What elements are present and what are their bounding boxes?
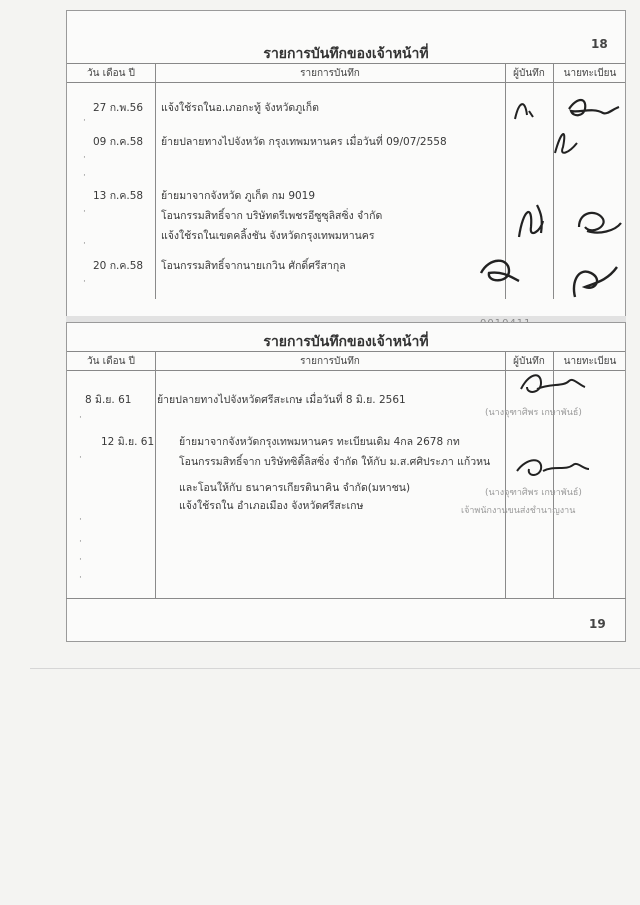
column-header-entry: รายการบันทึก xyxy=(300,68,360,79)
page-number-bottom: 19 xyxy=(589,617,606,631)
column-header-registrar: นายทะเบียน xyxy=(563,68,617,79)
form-title: รายการบันทึกของเจ้าหน้าที่ xyxy=(263,46,429,62)
entry-text: ย้ายปลายทางไปจังหวัด กรุงเทพมหานคร เมื่อวันที่ 09/07/2558 xyxy=(161,136,447,148)
entry-date: 13 ก.ค.58 xyxy=(93,190,144,202)
column-header-registrar: นายทะเบียน xyxy=(563,356,617,367)
entry-text: แจ้งใช้รถในอ.เภอกะทู้ จังหวัดภูเก็ต xyxy=(161,102,319,114)
recorder-name: (นางจุฑาศิพร เกษาพันธ์) xyxy=(485,408,582,418)
entry-text: ย้ายมาจากจังหวัด ภูเก็ต กม 9019 xyxy=(161,190,316,202)
entry-text: โอนกรรมสิทธิ์จากนายเกวิน ศักดิ์ศรีสากุล xyxy=(161,260,346,272)
entry-text: ย้ายปลายทางไปจังหวัดศรีสะเกษ เมื่อวันที่ 8 มิ.ย. 2561 xyxy=(157,394,406,406)
recorder-title: เจ้าพนักงานขนส่งชำนาญงาน xyxy=(461,506,576,516)
entry-text: ย้ายมาจากจังหวัดกรุงเทพมหานคร ทะเบียนเดิม 4กล 2678 กท xyxy=(179,436,460,448)
signature-mark xyxy=(467,237,627,307)
entry-date: 8 มิ.ย. 61 xyxy=(85,394,132,406)
record-form-page-18: 18 รายการบันทึกของเจ้าหน้าที่ วัน เดือน ปี รายการบันทึก ผู้บันทึก นายทะเบียน 27 ก.พ.56 แจ้งใช้รถในอ.เภอกะทู้ จังหวัดภูเก็ต 09 ก.ค.58 ย้ายปลายทางไปจังหวัด กรุงเทพมหานคร เมื่อวันที่ 09/07/2558 13 ก.ค.58 ย้ายมาจากจังหวัด ภูเก็ต กม 9019 โอนกรรมสิทธิ์จาก บริษัทตรีเพชรอีซูซุลิสซิ่ง จำกัด แจ้งใช้รถในเขตคลิ้งชัน จังหวัดกรุงเทพมหานคร 20 ก.ค.58 โอนกรรมสิทธิ์จากนายเกวิน ศักดิ์ศรีสากุล · · · · · · xyxy=(66,10,626,320)
entry-text: และโอนให้กับ ธนาคารเกียรตินาคิน จำกัด(มหาชน) xyxy=(179,482,411,494)
column-divider xyxy=(155,63,156,299)
column-header-recorder: ผู้บันทึก xyxy=(513,356,545,367)
entry-text: โอนกรรมสิทธิ์จาก บริษัทซิติ้ลิสซิ่ง จำกัด ให้กับ ม.ส.ศศิประภา แก้วหน xyxy=(179,456,491,468)
column-divider xyxy=(155,351,156,599)
page-number-top: 18 xyxy=(591,37,608,51)
form-footer-divider xyxy=(66,598,626,643)
entry-date: 09 ก.ค.58 xyxy=(93,136,144,148)
scan-edge-line xyxy=(30,668,640,669)
entry-date: 27 ก.พ.56 xyxy=(93,102,144,114)
entry-date: 12 มิ.ย. 61 xyxy=(101,436,155,448)
entry-text: แจ้งใช้รถใน อำเภอเมือง จังหวัดศรีสะเกษ xyxy=(179,500,364,512)
column-header-recorder: ผู้บันทึก xyxy=(513,68,545,79)
form-title: รายการบันทึกของเจ้าหน้าที่ xyxy=(263,334,429,350)
column-header-entry: รายการบันทึก xyxy=(300,356,360,367)
recorder-name: (นางจุฑาศิพร เกษาพันธ์) xyxy=(485,488,582,498)
entry-text: แจ้งใช้รถในเขตคลิ้งชัน จังหวัดกรุงเทพมหานคร xyxy=(161,230,375,242)
signature-mark xyxy=(507,449,597,489)
record-form-page-19: รายการบันทึกของเจ้าหน้าที่ วัน เดือน ปี รายการบันทึก ผู้บันทึก นายทะเบียน 8 มิ.ย. 61 ย้ายปลายทางไปจังหวัดศรีสะเกษ เมื่อวันที่ 8 มิ.ย. 2561 12 มิ.ย. 61 ย้ายมาจากจังหวัดกรุงเทพมหานคร ทะเบียนเดิม 4กล 2678 กท โอนกรรมสิทธิ์จาก บริษัทซิติ้ลิสซิ่ง จำกัด ให้กับ ม.ส.ศศิประภา แก้วหน และโอนให้กับ ธนาคารเกียรตินาคิน จำกัด(มหาชน) แจ้งใช้รถใน อำเภอเมือง จังหวัดศรีสะเกษ (นางจุฑาศิพร เกษาพันธ์) (นางจุฑาศิพร เกษาพันธ์) เจ้าพนักงานขนส่งชำนาญงาน · · · · · · 19 xyxy=(66,322,626,642)
column-header-date: วัน เดือน ปี xyxy=(87,68,135,79)
entry-date: 20 ก.ค.58 xyxy=(93,260,144,272)
entry-text: โอนกรรมสิทธิ์จาก บริษัทตรีเพชรอีซูซุลิสซิ่ง จำกัด xyxy=(161,210,383,222)
signature-mark xyxy=(507,367,597,407)
column-header-date: วัน เดือน ปี xyxy=(87,356,135,367)
column-header-row xyxy=(67,63,625,83)
signature-mark xyxy=(507,123,627,163)
column-divider xyxy=(505,351,506,599)
